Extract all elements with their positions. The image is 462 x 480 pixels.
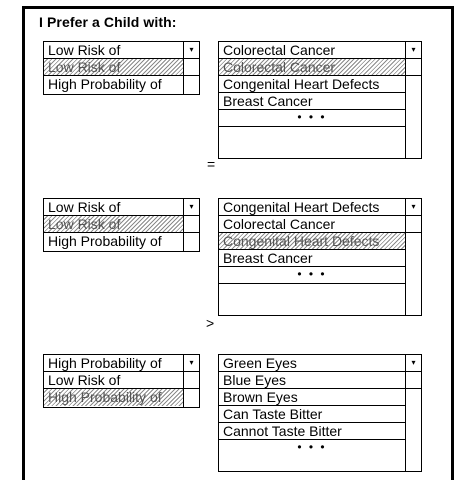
condition-dropdown-1[interactable] xyxy=(218,41,422,159)
preference-panel xyxy=(22,6,454,480)
scrollbar-thumb[interactable] xyxy=(406,216,421,233)
scrollbar[interactable] xyxy=(405,199,421,315)
scrollbar[interactable] xyxy=(183,42,199,94)
risk-option[interactable]: Low Risk of xyxy=(44,199,183,216)
condition-option[interactable]: Colorectal Cancer xyxy=(219,216,405,233)
chevron-down-icon[interactable]: ▾ xyxy=(406,355,421,372)
more-options[interactable]: • • • xyxy=(219,110,405,127)
chevron-down-icon[interactable]: ▾ xyxy=(406,42,421,59)
condition-option[interactable]: Congenital Heart Defects xyxy=(219,199,405,216)
risk-option[interactable]: High Probability of xyxy=(48,76,162,92)
scrollbar-thumb[interactable] xyxy=(184,216,199,233)
trait-option[interactable]: Can Taste Bitter xyxy=(219,406,405,423)
trait-option[interactable]: Brown Eyes xyxy=(219,389,405,406)
trait-option[interactable]: Blue Eyes xyxy=(219,372,405,389)
more-options[interactable]: • • • xyxy=(219,267,405,284)
more-options[interactable]: • • • xyxy=(297,440,327,454)
condition-option[interactable]: Congenital Heart Defects xyxy=(219,76,405,93)
risk-option-selected[interactable]: Low Risk of xyxy=(44,216,183,233)
risk-option[interactable]: Low Risk of xyxy=(44,42,183,59)
scrollbar-thumb[interactable] xyxy=(184,59,199,76)
risk-option[interactable]: High Probability of xyxy=(44,355,183,372)
condition-dropdown-2[interactable] xyxy=(218,198,422,316)
risk-option-selected[interactable]: Low Risk of xyxy=(44,59,183,76)
scrollbar[interactable] xyxy=(183,199,199,251)
trait-option[interactable]: Cannot Taste Bitter xyxy=(219,423,405,440)
comparator-greater: > xyxy=(206,315,215,331)
scrollbar[interactable] xyxy=(405,42,421,158)
risk-option[interactable]: High Probability of xyxy=(48,233,162,249)
scrollbar[interactable] xyxy=(405,355,421,471)
trait-option[interactable]: Green Eyes xyxy=(219,355,405,372)
condition-option[interactable]: Breast Cancer xyxy=(219,250,405,267)
chevron-down-icon[interactable]: ▾ xyxy=(184,42,199,59)
chevron-down-icon[interactable]: ▾ xyxy=(406,199,421,216)
scrollbar-thumb[interactable] xyxy=(184,372,199,389)
scrollbar[interactable] xyxy=(183,355,199,407)
chevron-down-icon[interactable]: ▾ xyxy=(184,355,199,372)
scrollbar-thumb[interactable] xyxy=(406,372,421,389)
condition-option[interactable]: Breast Cancer xyxy=(219,93,405,110)
risk-dropdown-1[interactable] xyxy=(43,41,200,95)
condition-option-selected[interactable]: Colorectal Cancer xyxy=(219,59,405,76)
page-title: I Prefer a Child with: xyxy=(39,14,177,30)
condition-dropdown-3[interactable] xyxy=(218,354,422,472)
scrollbar-thumb[interactable] xyxy=(406,59,421,76)
risk-dropdown-2[interactable] xyxy=(43,198,200,252)
condition-option-selected[interactable]: Congenital Heart Defects xyxy=(219,233,405,250)
risk-option[interactable]: Low Risk of xyxy=(44,372,183,389)
risk-option-selected[interactable]: High Probability of xyxy=(44,389,183,406)
comparator-equal: = xyxy=(207,156,216,172)
chevron-down-icon[interactable]: ▾ xyxy=(184,199,199,216)
risk-dropdown-3[interactable] xyxy=(43,354,200,408)
condition-option[interactable]: Colorectal Cancer xyxy=(219,42,405,59)
